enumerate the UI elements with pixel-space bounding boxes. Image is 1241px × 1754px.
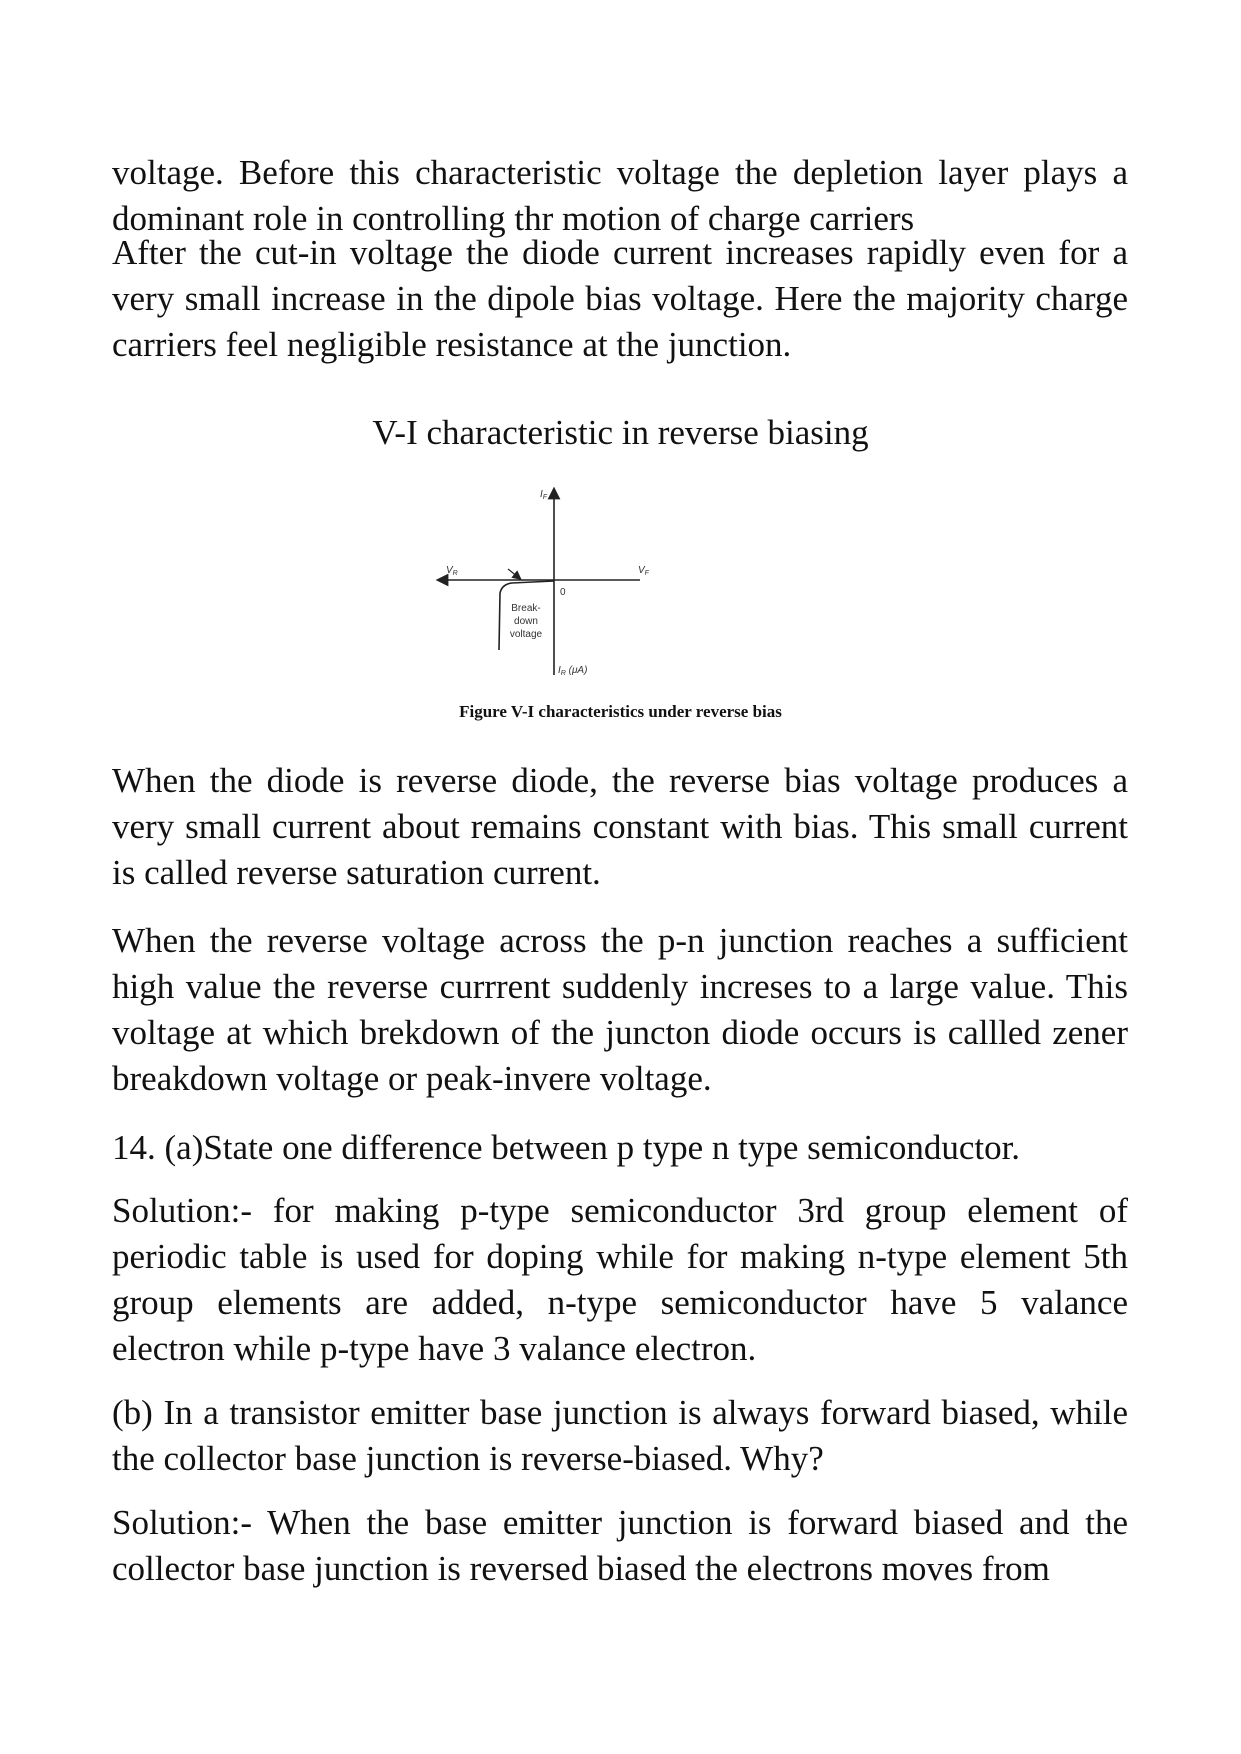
origin-label: 0: [560, 587, 566, 598]
question-14b: (b) In a transistor emitter base junction is always forward biased, while the collector base junction is reverse-biased. Why?: [112, 1393, 1128, 1478]
vi-characteristic-figure: [430, 485, 670, 685]
solution-14b: Solution:- When the base emitter junction is forward biased and the collector base junction is reversed biased the electrons moves from: [112, 1503, 1128, 1588]
solution-14a: Solution:- for making p-type semiconductor 3rd group element of periodic table is used for doping while for making n-type element 5th group elements are added, n-type semiconductor have 5 valance electron while p-type have 3 valance electron.: [112, 1191, 1128, 1368]
paragraph-cut-in-voltage: After the cut-in voltage the diode current increases rapidly even for a very small increase in the dipole bias voltage. Here the majority charge carriers feel negligible resistance at the junction.: [112, 233, 1128, 364]
paragraph-depletion-layer: voltage. Before this characteristic voltage the depletion layer plays a dominant role in controlling thr motion of charge carriers: [112, 153, 1128, 238]
paragraph-reverse-saturation: When the diode is reverse diode, the reverse bias voltage produces a very small current about remains constant with bias. This small current is called reverse saturation current.: [112, 761, 1128, 892]
if-axis-label: $I_F$: [540, 489, 548, 501]
figure-caption: Figure V-I characteristics under reverse bias: [459, 702, 782, 721]
breakdown-pointer-arrow: [508, 569, 518, 577]
breakdown-label-line2: down: [514, 616, 538, 627]
ir-axis-label: $I_R$ (μA): [558, 665, 588, 677]
paragraph-zener-breakdown: When the reverse voltage across the p-n junction reaches a sufficient high value the reverse currrent suddenly increses to a large value. This voltage at which brekdown of the juncton diode occurs is callled zener breakdown voltage or peak-invere voltage.: [112, 921, 1128, 1098]
section-heading: V-I characteristic in reverse biasing: [372, 413, 869, 452]
vi-graph: [430, 485, 670, 685]
vr-axis-label: $V_R$: [446, 565, 458, 577]
vf-axis-label: $V_F$: [638, 565, 649, 577]
breakdown-label-line1: Break-: [511, 603, 541, 614]
breakdown-label-line3: voltage: [509, 629, 543, 640]
question-14a: 14. (a)State one difference between p type n type semiconductor.: [112, 1128, 1021, 1167]
